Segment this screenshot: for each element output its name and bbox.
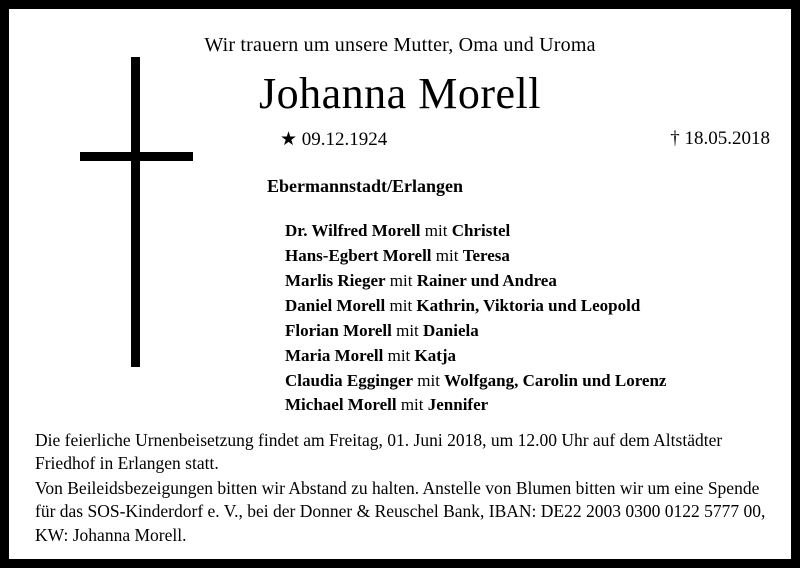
donation-text: Von Beileidsbezeigungen bitten wir Abstand zu halten. Anstelle von Blumen bitten wir um eine Spende für das SOS-Kinderdorf e. V., bei der Donner & Reuschel Bank, IBAN: DE22 2003 0300 0122 5777 00, KW: Johanna Morell. (35, 478, 766, 545)
family-partner-name: Katja (414, 345, 457, 365)
list-item (285, 219, 765, 244)
list-item (285, 344, 765, 369)
family-member-name: Claudia Egginger (285, 370, 413, 390)
life-dates (280, 128, 780, 154)
family-connector: mit (400, 395, 424, 415)
family-partner-name: Christel (451, 220, 511, 240)
family-partner-name: Kathrin, Viktoria und Leopold (416, 295, 641, 315)
family-partner-name: Daniela (423, 320, 479, 340)
family-partner-name: Teresa (462, 245, 510, 265)
family-connector: mit (424, 220, 448, 240)
list-item (285, 244, 765, 269)
death-date: † 18.05.2018 (670, 127, 770, 149)
list-item (285, 369, 765, 394)
mourning-lead-text: Wir trauern um unsere Mutter, Oma und Uroma (204, 34, 596, 56)
cross-horizontal-bar (80, 152, 193, 161)
birth-date: ★ 09.12.1924 (280, 128, 388, 150)
cross-vertical-bar (131, 57, 140, 367)
deceased-name: Johanna Morell (259, 69, 541, 118)
family-partner-name: Rainer und Andrea (416, 270, 557, 290)
family-partner-name: Wolfgang, Carolin und Lorenz (444, 370, 667, 390)
family-member-name: Dr. Wilfred Morell (285, 220, 421, 240)
family-connector: mit (389, 270, 413, 290)
family-member-name: Hans-Egbert Morell (285, 245, 432, 265)
family-connector: mit (435, 245, 459, 265)
family-connector: mit (396, 320, 419, 340)
family-member-name: Florian Morell (285, 320, 392, 340)
ceremony-text: Die feierliche Urnenbeisetzung findet am Freitag, 01. Juni 2018, um 12.00 Uhr auf dem Altstädter Friedhof in Erlangen statt. (35, 429, 723, 473)
family-member-name: Maria Morell (285, 345, 384, 365)
place-text: Ebermannstadt/Erlangen (267, 175, 464, 196)
obituary-inner (9, 9, 791, 559)
family-connector: mit (387, 345, 411, 365)
family-member-name: Daniel Morell (285, 295, 386, 315)
list-item (285, 294, 765, 319)
funeral-details (35, 429, 773, 547)
family-connector: mit (417, 370, 440, 390)
family-partner-name: Jennifer (427, 395, 489, 415)
list-item (285, 269, 765, 294)
family-member-name: Marlis Rieger (285, 270, 386, 290)
list-item (285, 319, 765, 344)
cross-icon (65, 57, 205, 377)
list-item (285, 393, 765, 418)
family-member-name: Michael Morell (285, 395, 397, 415)
family-connector: mit (389, 295, 413, 315)
